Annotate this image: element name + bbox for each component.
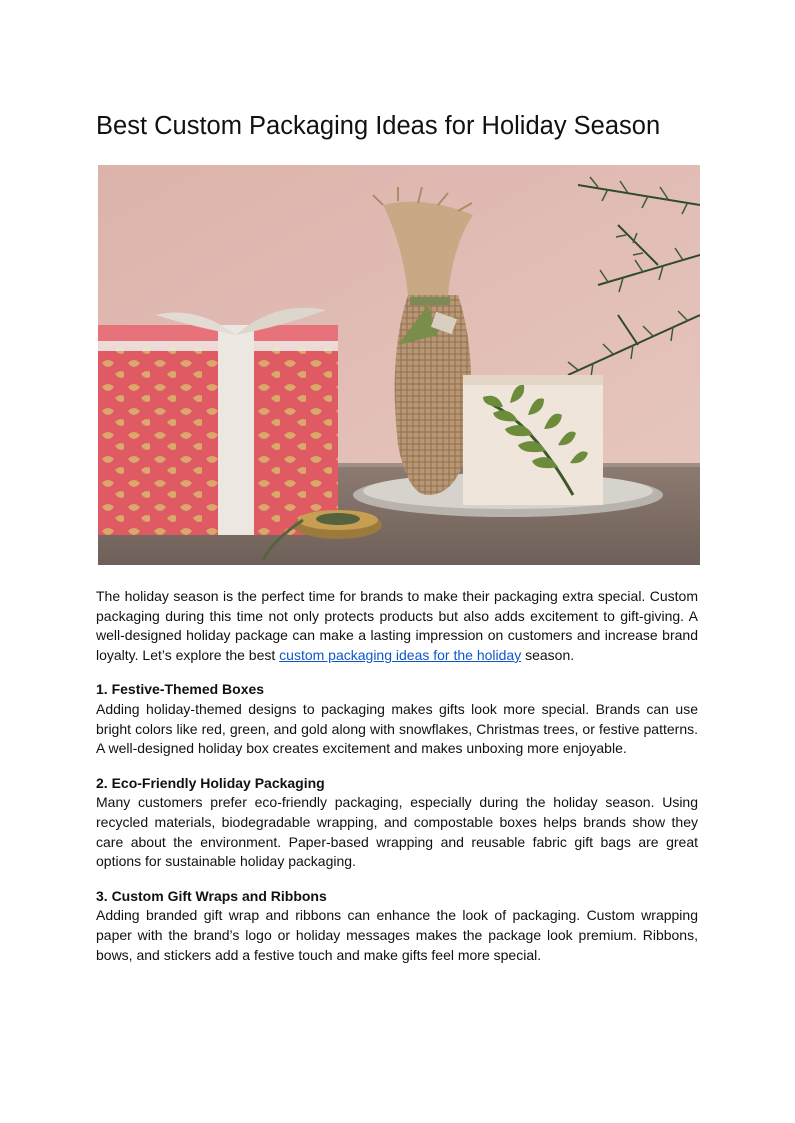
section-body: Adding holiday-themed designs to packaging makes gifts look more special. Brands can use bright colors like red, green, and gold along with snowflakes, Christmas trees, or festive patterns. A well-designed holiday box creates excitement and makes unboxing more enjoyable. bbox=[96, 700, 698, 757]
section-eco-friendly-packaging bbox=[96, 774, 698, 872]
intro-text: The holiday season is the perfect time for brands to make their packaging extra special. Custom packaging during this time not only protects products but also adds excitement to gift-giving. A well-designed holiday package can make a lasting impression on customers and increase brand loyalty. Let’s explore the best bbox=[96, 588, 698, 663]
article-body bbox=[96, 587, 698, 965]
section-body: Many customers prefer eco-friendly packaging, especially during the holiday season. Using recycled materials, biodegradable wrapping, and compostable boxes helps brands show they care about the environment. Paper-based wrapping and reusable fabric gift bags are great options for sustainable holiday packaging. bbox=[96, 794, 698, 870]
holiday-gifts-illustration bbox=[98, 165, 700, 565]
custom-packaging-ideas-link[interactable]: custom packaging ideas for the holiday bbox=[279, 646, 522, 663]
intro-text-end: season. bbox=[521, 646, 575, 663]
section-body: Adding branded gift wrap and ribbons can enhance the look of packaging. Custom wrapping paper with the brand’s logo or holiday messages makes the package look premium. Ribbons, bows, and stickers add a festive touch and make gifts feel more special. bbox=[96, 907, 698, 963]
section-heading: 1. Festive-Themed Boxes bbox=[96, 681, 265, 698]
hero-image bbox=[98, 165, 700, 565]
intro-paragraph bbox=[96, 587, 698, 665]
page-title: Best Custom Packaging Ideas for Holiday Season bbox=[96, 112, 661, 140]
section-festive-themed-boxes bbox=[96, 680, 698, 758]
section-gift-wraps-ribbons bbox=[96, 887, 698, 965]
section-heading: 2. Eco-Friendly Holiday Packaging bbox=[96, 774, 325, 791]
section-heading: 3. Custom Gift Wraps and Ribbons bbox=[96, 887, 327, 904]
